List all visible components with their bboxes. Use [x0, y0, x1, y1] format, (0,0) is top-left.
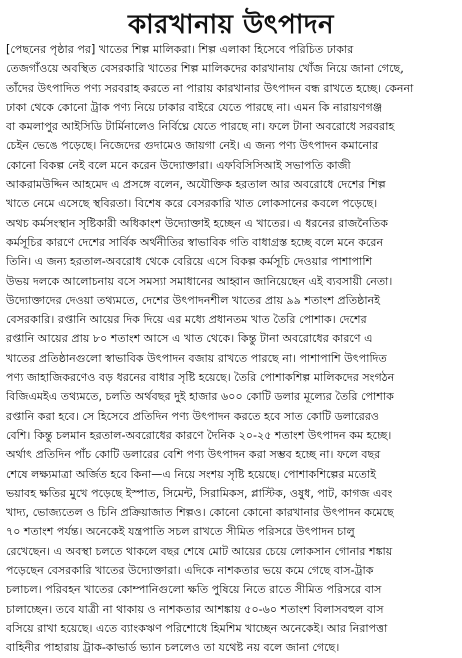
body-line: চলাচল। পরিবহন খাতের কোম্পানিগুলো ক্ষতি পুষিয়ে নিতে রাতে সীমিত পরিসরে বাস: [6, 583, 382, 597]
body-line: ৭০ শতাংশ পর্যন্ত। অনেকেই যন্ত্রপাতি সচল রাখতে সীমিত পরিসরে উৎপাদন চালু: [6, 525, 355, 539]
body-line: চালাচ্ছেন। তবে যাত্রী না থাকায় ও নাশকতার আশঙ্কায় ৫০-৬০ শতাংশ বিলাসবহুল বাস: [6, 602, 384, 616]
body-line: বিজিএমইএ তথ্যমতে, চলতি অর্থবছর দুই হাজার ৬০০ কোটি ডলার মূল্যের তৈরি পোশাক: [6, 390, 394, 404]
body-line: রপ্তানি করা হবে। সে হিসেবে প্রতিদিন পণ্য উৎপাদন করতে হবে সাত কোটি ডলারেরও: [6, 409, 380, 423]
body-line: খাদ্য, ভোজ্যতেল ও চিনি প্রক্রিয়াজাত শিল্পও। কোনো কোনো কারখানার উৎপাদন কমেছে: [6, 506, 394, 520]
body-line: অথচ কর্মসংস্থান সৃষ্টিকারী অধিকাংশ উদ্যোক্তাই হচ্ছেন এ খাতের। এ ধরনের রাজনৈতিক: [6, 216, 389, 230]
body-line: [পেছনের পৃষ্ঠার পর] খাতের শিল্প মালিকরা। শিল্প এলাকা হিসেবে পরিচিত ঢাকার: [6, 43, 354, 56]
body-line: উদ্যোক্তাদের দেওয়া তথ্যমতে, দেশের উৎপাদনশীল খাতের প্রায় ৯৯ শতাংশ প্রতিষ্ঠানই: [6, 293, 381, 307]
body-line: রপ্তানি আয়ের প্রায় ৮০ শতাংশ আসে এ খাত থেকে। কিন্তু টানা অবরোধের কারণে এ: [6, 332, 373, 346]
body-line: কোনো বিকল্প নেই বলে মনে করেন উদ্যোক্তারা। এফবিসিসিআই সভাপতি কাজী: [6, 158, 351, 172]
body-line: বেশি। কিন্তু চলমান হরতাল-অবরোধের কারণে দৈনিক ২০-২৫ শতাংশ উৎপাদন কম হচ্ছে।: [6, 428, 392, 442]
article-headline: কারখানায় উৎপাদন: [127, 10, 335, 40]
body-line: পড়েছেন বেসরকারি খাতের উদ্যোক্তারা। এদিকে নাশকতার ভয়ে কমে গেছে বাস-ট্রাক: [6, 564, 374, 578]
body-line: অর্থাৎ প্রতিদিন পাঁচ কোটি ডলারের বেশি পণ্য উৎপাদন করা সম্ভব হচ্ছে না। ফলে বছর: [6, 448, 381, 462]
body-line: উভয় দলকে আলোচনায় বসে সমস্যা সমাধানের আহ্বান জানিয়েছেন এই ব্যবসায়ী নেতা।: [6, 274, 393, 288]
body-line: তিনি। এ জন্য হরতাল-অবরোধ থেকে বেরিয়ে এসে বিকল্প কর্মসূচি দেওয়ার পাশাপাশি: [6, 255, 373, 269]
body-line: তাঁদের উৎপাদিত পণ্য সরবরাহ করতে না পারায় কারখানার উৎপাদন বন্ধ রাখতে হচ্ছে। কেননা: [6, 81, 414, 95]
body-line: রেখেছেন। এ অবস্থা চলতে থাকলে বছর শেষে মোট আয়ের চেয়ে লোকসান গোনার শঙ্কায়: [6, 544, 393, 558]
body-line: বেসরকারি। রপ্তানি আয়ের দিক দিয়ে এর মধ্যে প্রধানতম খাত তৈরি পোশাক। দেশের: [6, 313, 367, 327]
body-line: চেইন ভেঙে পড়েছে। নিজেদের গুদামেও জায়গা নেই। এ জন্য পণ্য উৎপাদন কমানোর: [6, 139, 379, 153]
body-line: শেষে লক্ষ্যমাত্রা অর্জিত হবে কিনা—এ নিয়ে সংশয় সৃষ্টি হয়েছে। পোশাকশিল্পের মতোই: [6, 467, 376, 481]
body-line: খাতে নেমে এসেছে স্থবিরতা। বিশেষ করে বেসরকারি খাত লোকসানের কবলে পড়েছে।: [6, 197, 378, 211]
body-line: তেজগাঁওয়ে অবস্থিত বেসরকারি খাতের শিল্প মালিকদের কারখানায় খোঁজ নিয়ে জানা গেছে,: [6, 62, 404, 76]
article-body: [6, 40, 456, 658]
body-line: আকরামউদ্দিন আহমেদ এ প্রসঙ্গে বলেন, অযৌক্তিক হরতাল আর অবরোধে দেশের শিল্প: [6, 178, 386, 192]
body-line: পণ্য জাহাজিকরণেও বড় ধরনের বাধার সৃষ্টি হয়েছে। তৈরি পোশাকশিল্প মালিকদের সংগঠন: [6, 371, 395, 385]
body-line: বা কমলাপুর আইসিডি টার্মিনালেও নির্বিঘ্নে যেতে পারছে না। ফলে টানা অবরোধে সরবরাহ: [6, 120, 395, 134]
body-line: ভয়াবহ ক্ষতির মুখে পড়েছে ইস্পাত, সিমেন্ট, সিরামিকস, প্লাস্টিক, ওষুধ, পাট, কাগজ এবং: [6, 486, 393, 500]
body-line: বাহিনীর পাহারায় ট্রাক-কাভার্ড ভ্যান চললেও তা যথেষ্ট নয় বলে জানা গেছে।: [6, 641, 340, 655]
body-line: ঢাকা থেকে কোনো ট্রাক পণ্য নিয়ে ঢাকার বাইরে যেতে পারছে না। এমন কি নারায়ণগঞ্জ: [6, 100, 383, 114]
body-line: কর্মসূচির কারণে দেশের সার্বিক অর্থনীতির স্বাভাবিক গতি বাধাগ্রস্ত হচ্ছে বলে মনে করেন: [6, 235, 384, 249]
body-line: বসিয়ে রাখা হয়েছে। এতে ব্যাংকঋণ পরিশোধে হিমশিম খাচ্ছেন অনেকেই। আর নিরাপত্তা: [6, 621, 388, 635]
body-line: খাতের প্রতিষ্ঠানগুলো স্বাভাবিক উৎপাদন বজায় রাখতে পারছে না। পাশাপাশি উৎপাদিত: [6, 351, 387, 365]
